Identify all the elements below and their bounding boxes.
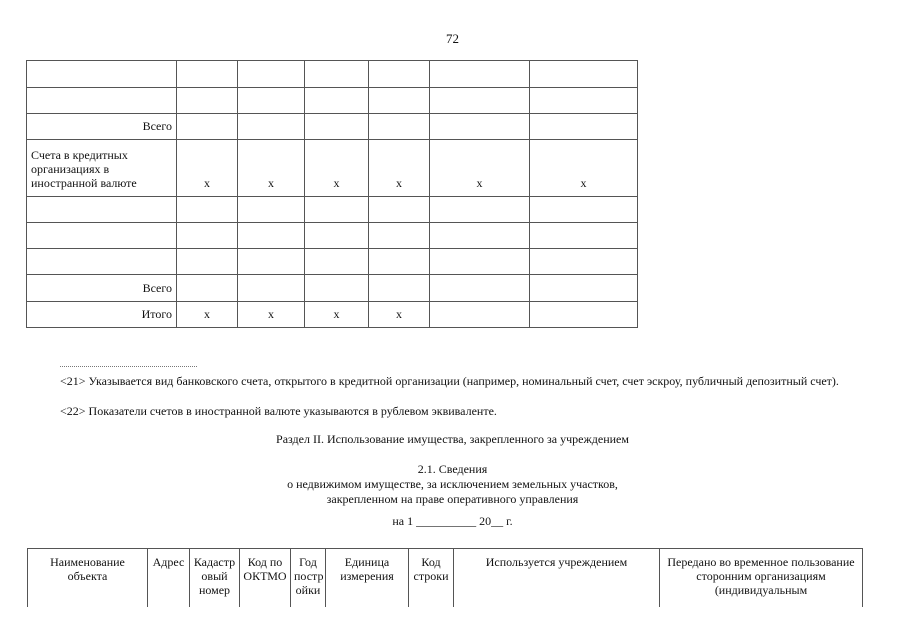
subtotal-label: Всего <box>27 114 177 140</box>
column-header-row-code: Код строки <box>409 549 454 608</box>
table-row <box>27 275 638 302</box>
column-header-address: Адрес <box>148 549 190 608</box>
table-header-row <box>28 549 863 608</box>
table-row <box>27 140 638 197</box>
x-mark: x <box>177 302 238 328</box>
total-label: Итого <box>27 302 177 328</box>
property-table <box>27 548 863 607</box>
foreign-accounts-label: Счета в кредитных организациях в иностранной валюте <box>27 140 177 197</box>
column-header-used: Используется учреждением <box>454 549 660 608</box>
subsection-line-2: закрепленном на праве оперативного управления <box>326 492 579 506</box>
footnote-21: <21> Указывается вид банковского счета, открытого в кредитной организации (например, номинальный счет, счет эскроу, публичный депозитный счет). <box>60 374 839 388</box>
column-header-name: Наименование объекта <box>28 549 148 608</box>
table-row <box>27 223 638 249</box>
subsection-line-1: о недвижимом имуществе, за исключением земельных участков, <box>287 477 618 491</box>
x-mark: x <box>530 140 638 197</box>
table-row <box>27 197 638 223</box>
x-mark: x <box>238 302 305 328</box>
x-mark: x <box>305 140 369 197</box>
table-row <box>27 61 638 88</box>
page-number: 72 <box>446 31 459 46</box>
column-header-cadastral: Кадастр овый номер <box>190 549 240 608</box>
x-mark: x <box>430 140 530 197</box>
x-mark: x <box>369 302 430 328</box>
x-mark: x <box>369 140 430 197</box>
footnote-separator <box>60 366 197 367</box>
column-header-oktmo: Код по ОКТМО <box>240 549 291 608</box>
subtotal-label: Всего <box>27 275 177 302</box>
column-header-unit: Единица измерения <box>326 549 409 608</box>
table-row <box>27 114 638 140</box>
column-header-year: Год постр ойки <box>291 549 326 608</box>
subsection-number: 2.1. Сведения <box>417 462 488 476</box>
section-title: Раздел II. Использование имущества, закрепленного за учреждением <box>276 432 629 446</box>
table-row <box>27 88 638 114</box>
x-mark: x <box>177 140 238 197</box>
footnote-22: <22> Показатели счетов в иностранной валюте указываются в рублевом эквиваленте. <box>60 404 497 418</box>
table-row <box>27 302 638 328</box>
table-row <box>27 249 638 275</box>
accounts-table <box>26 60 638 328</box>
column-header-transferred: Передано во временное пользование сторонним организациям (индивидуальным <box>660 549 863 608</box>
x-mark: x <box>305 302 369 328</box>
date-line: на 1 __________ 20__ г. <box>392 514 513 528</box>
x-mark: x <box>238 140 305 197</box>
